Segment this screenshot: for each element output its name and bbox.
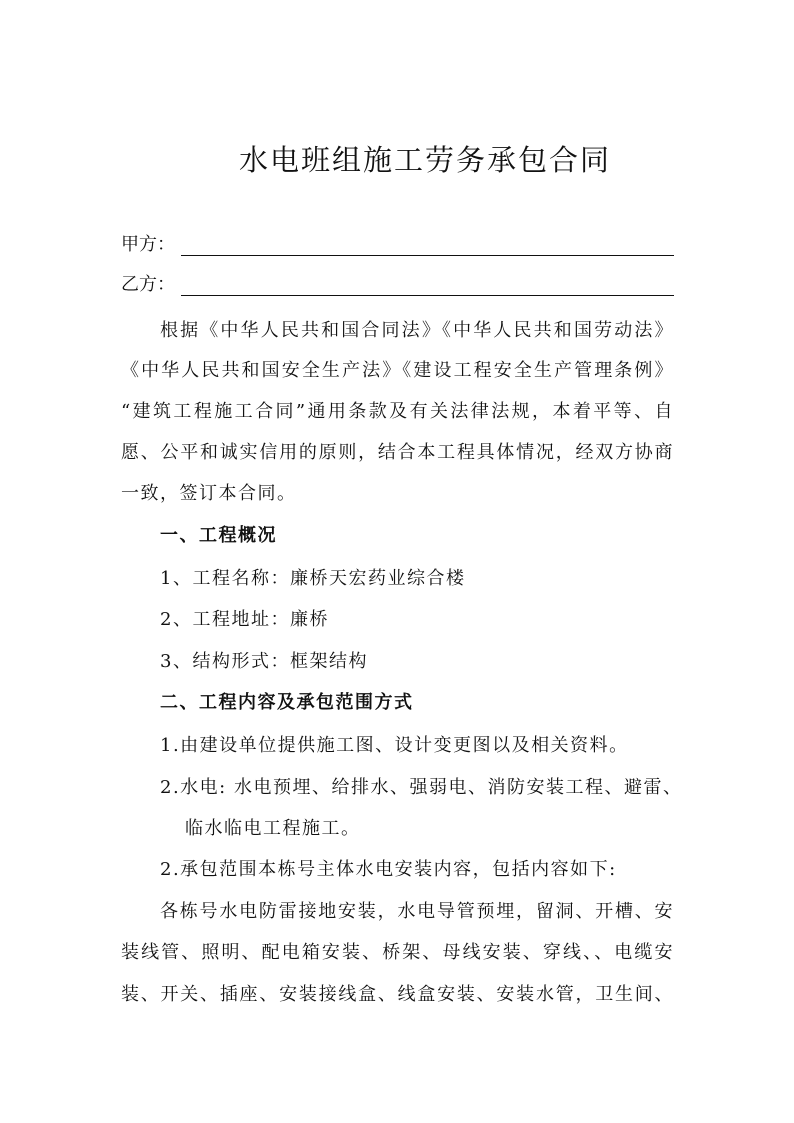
party-b-label: 乙方： (121, 274, 175, 295)
content-item-continued: 临水临电工程施工。 (185, 818, 361, 839)
preamble-line: 根据《中华人民共和国合同法》《中华人民共和国劳动法》 (160, 320, 674, 341)
scope-item: 2.承包范围本栋号主体水电安装内容，包括内容如下: (160, 859, 617, 880)
content-item: 2.水电: 水电预埋、给排水、强弱电、消防安装工程、避雷、 (160, 777, 683, 798)
project-address-item: 2、工程地址：廉桥 (160, 609, 329, 630)
party-a-blank-line (181, 235, 674, 256)
project-name-item: 1、工程名称：廉桥天宏药业综合楼 (160, 568, 466, 589)
party-b-row (121, 268, 674, 296)
party-b-blank-line (181, 275, 674, 296)
section-heading: 一、工程概况 (160, 525, 277, 546)
scope-line: 各栋号水电防雷接地安装，水电导管预埋，留洞、开槽、安 (160, 901, 674, 922)
document-title: 水电班组施工劳务承包合同 (238, 143, 611, 177)
preamble-line: “建筑工程施工合同”通用条款及有关法律法规，本着平等、自 (121, 401, 674, 422)
content-item: 1.由建设单位提供施工图、设计变更图以及相关资料。 (160, 735, 629, 756)
scope-line: 装、开关、插座、安装接线盒、线盒安装、安装水管，卫生间、 (121, 984, 674, 1005)
scope-line: 装线管、照明、配电箱安装、桥架、母线安装、穿线、、电缆安 (121, 942, 674, 963)
party-a-label: 甲方： (121, 234, 175, 255)
preamble-line: 一致，签订本合同。 (121, 483, 297, 504)
structure-type-item: 3、结构形式：框架结构 (160, 651, 368, 672)
section-heading: 二、工程内容及承包范围方式 (160, 692, 414, 713)
preamble-line: 愿、公平和诚实信用的原则，结合本工程具体情况，经双方协商 (121, 442, 674, 463)
preamble-line: 《中华人民共和国安全生产法》《建设工程安全生产管理条例》 (121, 360, 674, 381)
party-a-row (121, 228, 674, 256)
